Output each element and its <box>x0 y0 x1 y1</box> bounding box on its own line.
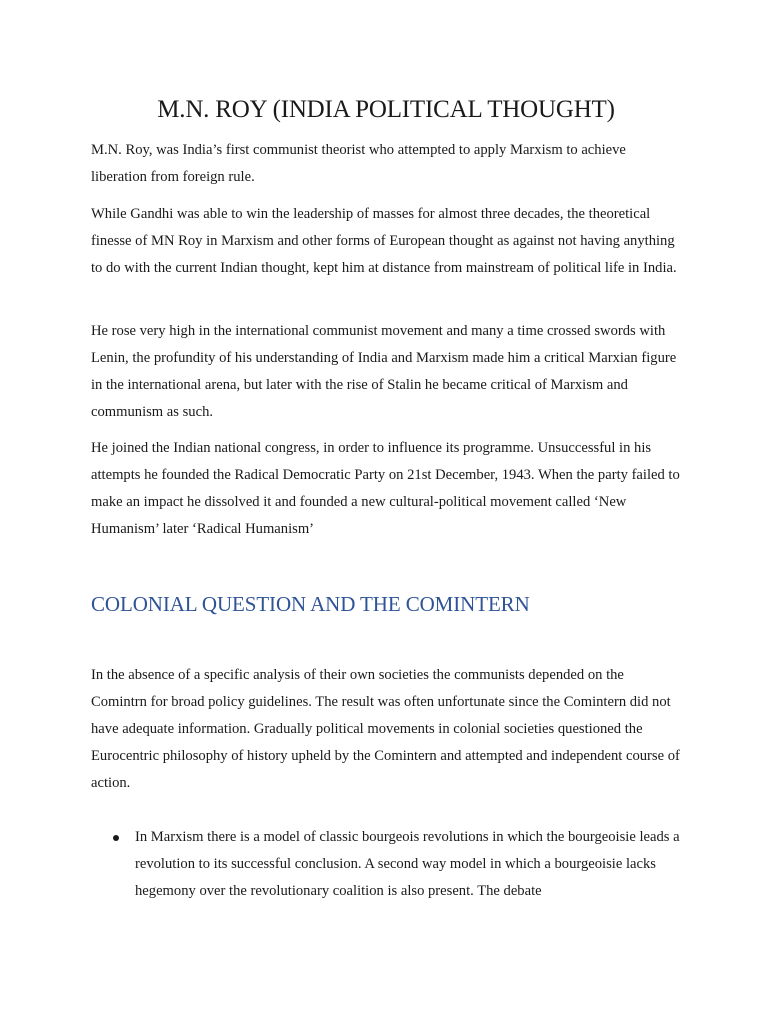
paragraph-congress: He joined the Indian national congress, in order to influence its programme. Unsuccessful in his attempts he founded the Radical Democratic Party on 21st December, 1943. When the party failed to make an impact he dissolved it and founded a new cultural-political movement called ‘New Humanism’ later ‘Radical Humanism’ <box>91 440 680 537</box>
section-heading: COLONIAL QUESTION AND THE COMINTERN <box>91 592 530 616</box>
paragraph-comintern: In the absence of a specific analysis of their own societies the communists depended on the Comintrn for broad policy guidelines. The result was often unfortunate since the Comintern did not have adequate information. Gradually political movements in colonial societies questioned the Eurocentric philosophy of history upheld by the Comintern and attempted and independent course of action. <box>91 667 680 791</box>
paragraph-gandhi: While Gandhi was able to win the leadership of masses for almost three decades, the theoretical finesse of MN Roy in Marxism and other forms of European thought as against not having anything to do with the current Indian thought, kept him at distance from mainstream of political life in India. <box>91 206 677 276</box>
list-item <box>91 824 681 905</box>
bullet-icon <box>113 835 119 841</box>
paragraph-international: He rose very high in the international communist movement and many a time crossed swords with Lenin, the profundity of his understanding of India and Marxism made him a critical Marxian figure in the international arena, but later with the rise of Stalin he became critical of Marxism and communism as such. <box>91 323 677 420</box>
bullet-list <box>91 824 681 905</box>
paragraph-intro: M.N. Roy, was India’s first communist theorist who attempted to apply Marxism to achieve liberation from foreign rule. <box>91 142 626 185</box>
document-title: M.N. ROY (INDIA POLITICAL THOUGHT) <box>157 96 615 123</box>
list-item-text: In Marxism there is a model of classic bourgeois revolutions in which the bourgeoisie leads a revolution to its successful conclusion. A second way model in which a bourgeoisie lacks hegemony over the revolutionary coalition is also present. The debate <box>135 829 680 899</box>
